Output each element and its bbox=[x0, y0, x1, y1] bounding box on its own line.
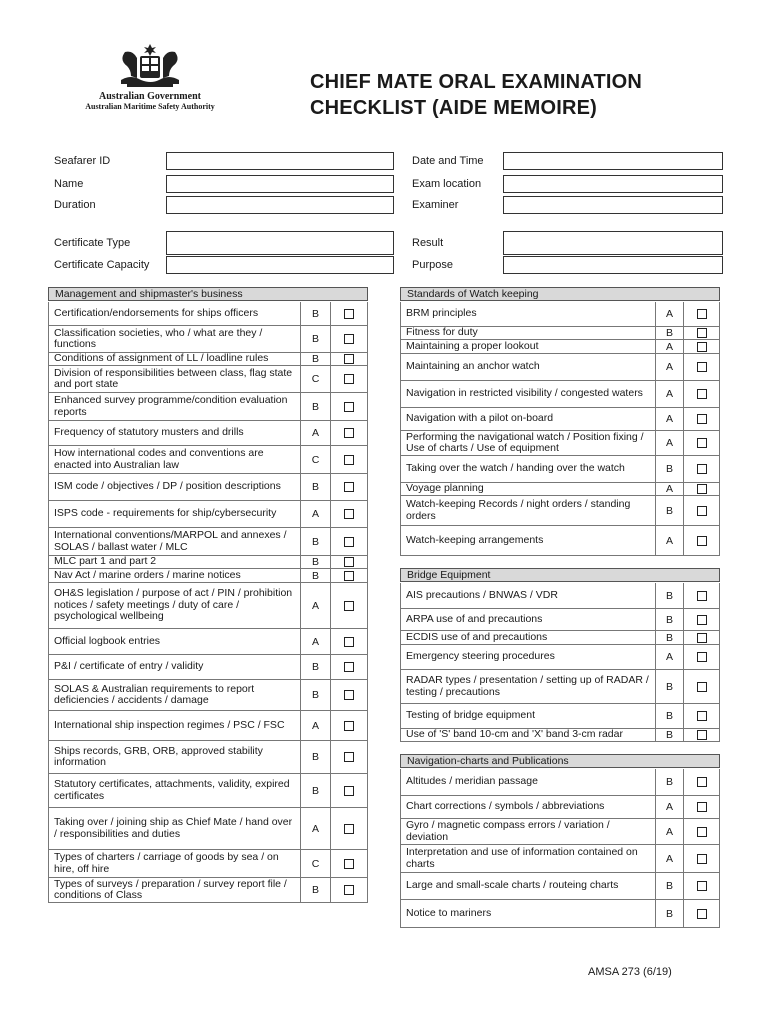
grade-label: A bbox=[656, 796, 684, 819]
grade-label: B bbox=[656, 583, 684, 609]
checkbox[interactable] bbox=[697, 484, 707, 494]
checklist-row bbox=[400, 769, 720, 796]
checkbox-cell bbox=[331, 741, 368, 774]
section-navigation-charts bbox=[400, 754, 720, 928]
checklist-row bbox=[48, 474, 368, 501]
checkbox-cell bbox=[684, 704, 720, 729]
checklist-row bbox=[48, 366, 368, 393]
name-label: Name bbox=[54, 178, 84, 190]
checkbox-cell bbox=[331, 474, 368, 501]
certificate-capacity-label: Certificate Capacity bbox=[54, 259, 150, 271]
topic-label: AIS precautions / BNWAS / VDR bbox=[400, 583, 656, 609]
checkbox[interactable] bbox=[697, 438, 707, 448]
grade-label: B bbox=[656, 769, 684, 796]
checkbox-cell bbox=[331, 393, 368, 421]
name-field[interactable] bbox=[166, 175, 394, 193]
grade-label: B bbox=[301, 474, 331, 501]
checkbox-cell bbox=[331, 655, 368, 680]
result-label: Result bbox=[412, 237, 444, 249]
grade-label: B bbox=[656, 631, 684, 645]
checkbox[interactable] bbox=[697, 652, 707, 662]
topic-label: P&I / certificate of entry / validity bbox=[48, 655, 301, 680]
grade-label: A bbox=[301, 583, 331, 629]
topic-label: Types of surveys / preparation / survey report file / conditions of Class bbox=[48, 878, 301, 903]
section-header: Management and shipmaster's business bbox=[48, 287, 368, 301]
grade-label: A bbox=[301, 629, 331, 655]
checkbox-cell bbox=[684, 769, 720, 796]
checklist-row bbox=[400, 609, 720, 631]
checklist-row bbox=[400, 729, 720, 742]
topic-label: Testing of bridge equipment bbox=[400, 704, 656, 729]
checkbox-cell bbox=[331, 366, 368, 393]
checkbox-cell bbox=[331, 556, 368, 569]
checkbox[interactable] bbox=[344, 557, 354, 567]
checklist-row bbox=[400, 583, 720, 609]
topic-label: Division of responsibilities between class, flag state and port state bbox=[48, 366, 301, 393]
checklist-row bbox=[48, 353, 368, 366]
checkbox[interactable] bbox=[697, 328, 707, 338]
checklist-row bbox=[48, 302, 368, 326]
checkbox[interactable] bbox=[344, 859, 354, 869]
grade-label: C bbox=[301, 446, 331, 474]
grade-label: A bbox=[301, 501, 331, 528]
checkbox-cell bbox=[684, 302, 720, 327]
checklist-row bbox=[400, 483, 720, 496]
topic-label: Gyro / magnetic compass errors / variation / deviation bbox=[400, 819, 656, 845]
topic-label: Watch-keeping arrangements bbox=[400, 526, 656, 556]
checklist-row bbox=[48, 808, 368, 850]
topic-label: Fitness for duty bbox=[400, 327, 656, 340]
grade-label: B bbox=[656, 729, 684, 742]
checkbox-cell bbox=[331, 421, 368, 446]
checklist-row bbox=[400, 431, 720, 456]
checkbox-cell bbox=[684, 729, 720, 742]
topic-label: Taking over / joining ship as Chief Mate / hand over / responsibilities and duties bbox=[48, 808, 301, 850]
topic-label: Use of 'S' band 10-cm and 'X' band 3-cm radar bbox=[400, 729, 656, 742]
grade-label: A bbox=[301, 711, 331, 741]
checklist-row bbox=[48, 501, 368, 528]
title-line-1: CHIEF MATE ORAL EXAMINATION bbox=[310, 71, 643, 93]
checkbox-cell bbox=[331, 501, 368, 528]
checkbox[interactable] bbox=[344, 662, 354, 672]
result-field[interactable] bbox=[503, 231, 723, 255]
grade-label: B bbox=[656, 327, 684, 340]
checklist-row bbox=[48, 556, 368, 569]
coat-of-arms-icon bbox=[115, 42, 185, 90]
grade-label: B bbox=[301, 680, 331, 711]
checklist-row bbox=[48, 421, 368, 446]
checkbox-cell bbox=[331, 569, 368, 583]
checklist-row bbox=[48, 446, 368, 474]
checklist-row bbox=[400, 354, 720, 381]
grade-label: B bbox=[656, 704, 684, 729]
grade-label: A bbox=[656, 431, 684, 456]
checkbox[interactable] bbox=[697, 389, 707, 399]
checkbox-cell bbox=[331, 583, 368, 629]
checkbox[interactable] bbox=[344, 885, 354, 895]
checklist-row bbox=[48, 850, 368, 878]
checkbox-cell bbox=[331, 711, 368, 741]
checklist-row bbox=[48, 774, 368, 808]
grade-label: B bbox=[301, 326, 331, 353]
topic-label: Navigation with a pilot on-board bbox=[400, 408, 656, 431]
checkbox[interactable] bbox=[344, 455, 354, 465]
topic-label: SOLAS & Australian requirements to report deficiencies / accidents / damage bbox=[48, 680, 301, 711]
checklist-row bbox=[400, 631, 720, 645]
checkbox[interactable] bbox=[344, 509, 354, 519]
checkbox-cell bbox=[331, 326, 368, 353]
checklist-row bbox=[400, 645, 720, 670]
checkbox[interactable] bbox=[344, 786, 354, 796]
page-title bbox=[310, 69, 642, 121]
topic-label: Interpretation and use of information contained on charts bbox=[400, 845, 656, 873]
topic-label: Ships records, GRB, ORB, approved stability information bbox=[48, 741, 301, 774]
checkbox-cell bbox=[684, 796, 720, 819]
checklist-row bbox=[400, 704, 720, 729]
checklist-row bbox=[48, 583, 368, 629]
grade-label: A bbox=[656, 408, 684, 431]
topic-label: Classification societies, who / what are they / functions bbox=[48, 326, 301, 353]
checklist-row bbox=[48, 741, 368, 774]
topic-label: Large and small-scale charts / routeing charts bbox=[400, 873, 656, 900]
section-watchkeeping bbox=[400, 287, 720, 556]
grade-label: B bbox=[656, 609, 684, 631]
topic-label: BRM principles bbox=[400, 302, 656, 327]
seafarer-id-label: Seafarer ID bbox=[54, 155, 111, 167]
checklist-row bbox=[400, 340, 720, 354]
certificate-type-label: Certificate Type bbox=[54, 237, 131, 249]
checkbox-cell bbox=[684, 340, 720, 354]
checkbox-cell bbox=[684, 381, 720, 408]
examiner-field[interactable] bbox=[503, 196, 723, 214]
checkbox-cell bbox=[684, 431, 720, 456]
purpose-label: Purpose bbox=[412, 259, 453, 271]
topic-label: OH&S legislation / purpose of act / PIN / prohibition notices / safety meetings / duty of care / psychological wellbeing bbox=[48, 583, 301, 629]
checkbox[interactable] bbox=[344, 571, 354, 581]
checkbox-cell bbox=[331, 629, 368, 655]
checkbox[interactable] bbox=[697, 414, 707, 424]
exam-location-field[interactable] bbox=[503, 175, 723, 193]
grade-label: B bbox=[301, 393, 331, 421]
checkbox[interactable] bbox=[344, 482, 354, 492]
grade-label: A bbox=[656, 340, 684, 354]
topic-label: Voyage planning bbox=[400, 483, 656, 496]
checkbox[interactable] bbox=[344, 402, 354, 412]
grade-label: A bbox=[656, 381, 684, 408]
checkbox[interactable] bbox=[697, 633, 707, 643]
section-bridge-equipment bbox=[400, 568, 720, 742]
grade-label: B bbox=[656, 670, 684, 704]
checkbox-cell bbox=[684, 631, 720, 645]
seafarer-id-field[interactable] bbox=[166, 152, 394, 170]
checkbox[interactable] bbox=[697, 342, 707, 352]
topic-label: Frequency of statutory musters and drills bbox=[48, 421, 301, 446]
grade-label: A bbox=[301, 808, 331, 850]
checkbox[interactable] bbox=[697, 730, 707, 740]
topic-label: Taking over the watch / handing over the watch bbox=[400, 456, 656, 483]
checkbox[interactable] bbox=[697, 777, 707, 787]
topic-label: Notice to mariners bbox=[400, 900, 656, 928]
grade-label: B bbox=[301, 878, 331, 903]
grade-label: B bbox=[301, 741, 331, 774]
checkbox-cell bbox=[684, 456, 720, 483]
checkbox[interactable] bbox=[697, 591, 707, 601]
checkbox-cell bbox=[331, 680, 368, 711]
checkbox[interactable] bbox=[344, 824, 354, 834]
checklist-row bbox=[400, 302, 720, 327]
authority-name: Australian Maritime Safety Authority bbox=[85, 102, 215, 111]
checkbox-cell bbox=[331, 446, 368, 474]
topic-label: ECDIS use of and precautions bbox=[400, 631, 656, 645]
topic-label: MLC part 1 and part 2 bbox=[48, 556, 301, 569]
checkbox[interactable] bbox=[697, 682, 707, 692]
topic-label: Nav Act / marine orders / marine notices bbox=[48, 569, 301, 583]
date-time-field[interactable] bbox=[503, 152, 723, 170]
grade-label: B bbox=[301, 569, 331, 583]
topic-label: How international codes and conventions are enacted into Australian law bbox=[48, 446, 301, 474]
checkbox[interactable] bbox=[344, 309, 354, 319]
checklist-row bbox=[400, 670, 720, 704]
checklist-row bbox=[400, 456, 720, 483]
checklist-row bbox=[400, 496, 720, 526]
grade-label: A bbox=[656, 483, 684, 496]
grade-label: B bbox=[656, 496, 684, 526]
examiner-label: Examiner bbox=[412, 199, 459, 211]
checkbox[interactable] bbox=[344, 428, 354, 438]
section-header: Navigation-charts and Publications bbox=[400, 754, 720, 768]
section-header: Bridge Equipment bbox=[400, 568, 720, 582]
checkbox-cell bbox=[331, 808, 368, 850]
checkbox-cell bbox=[684, 670, 720, 704]
checkbox[interactable] bbox=[697, 362, 707, 372]
checklist-row bbox=[48, 680, 368, 711]
grade-label: A bbox=[656, 819, 684, 845]
duration-field[interactable] bbox=[166, 196, 394, 214]
checklist-row bbox=[48, 528, 368, 556]
topic-label: Enhanced survey programme/condition evaluation reports bbox=[48, 393, 301, 421]
checklist-row bbox=[48, 711, 368, 741]
checkbox-cell bbox=[684, 845, 720, 873]
government-name: Australian Government bbox=[99, 91, 201, 102]
duration-label: Duration bbox=[54, 199, 96, 211]
grade-label: B bbox=[301, 774, 331, 808]
topic-label: Navigation in restricted visibility / congested waters bbox=[400, 381, 656, 408]
topic-label: International conventions/MARPOL and annexes / SOLAS / ballast water / MLC bbox=[48, 528, 301, 556]
checkbox[interactable] bbox=[344, 690, 354, 700]
topic-label: Chart corrections / symbols / abbreviations bbox=[400, 796, 656, 819]
topic-label: Altitudes / meridian passage bbox=[400, 769, 656, 796]
grade-label: B bbox=[301, 556, 331, 569]
australian-government-logo bbox=[80, 42, 220, 120]
section-management bbox=[48, 287, 368, 903]
checklist-row bbox=[48, 569, 368, 583]
checkbox-cell bbox=[684, 327, 720, 340]
checkbox[interactable] bbox=[697, 827, 707, 837]
checkbox[interactable] bbox=[344, 721, 354, 731]
checkbox[interactable] bbox=[344, 637, 354, 647]
checkbox[interactable] bbox=[344, 334, 354, 344]
topic-label: Types of charters / carriage of goods by sea / on hire, off hire bbox=[48, 850, 301, 878]
checklist-row bbox=[48, 629, 368, 655]
checklist-row bbox=[400, 526, 720, 556]
checkbox-cell bbox=[684, 483, 720, 496]
date-time-label: Date and Time bbox=[412, 155, 484, 167]
topic-label: Certification/endorsements for ships officers bbox=[48, 302, 301, 326]
form-code: AMSA 273 (6/19) bbox=[588, 966, 672, 978]
section-header: Standards of Watch keeping bbox=[400, 287, 720, 301]
checkbox-cell bbox=[684, 496, 720, 526]
checkbox-cell bbox=[331, 878, 368, 903]
grade-label: B bbox=[301, 353, 331, 366]
grade-label: A bbox=[301, 421, 331, 446]
grade-label: C bbox=[301, 850, 331, 878]
checkbox[interactable] bbox=[344, 354, 354, 364]
checklist-row bbox=[48, 326, 368, 353]
topic-label: Official logbook entries bbox=[48, 629, 301, 655]
topic-label: ARPA use of and precautions bbox=[400, 609, 656, 631]
exam-location-label: Exam location bbox=[412, 178, 482, 190]
checkbox[interactable] bbox=[697, 909, 707, 919]
topic-label: Maintaining an anchor watch bbox=[400, 354, 656, 381]
checkbox[interactable] bbox=[697, 615, 707, 625]
checkbox[interactable] bbox=[697, 802, 707, 812]
checkbox-cell bbox=[684, 645, 720, 670]
checklist-row bbox=[400, 796, 720, 819]
topic-label: ISPS code - requirements for ship/cybersecurity bbox=[48, 501, 301, 528]
grade-label: A bbox=[656, 302, 684, 327]
certificate-type-field[interactable] bbox=[166, 231, 394, 255]
topic-label: ISM code / objectives / DP / position descriptions bbox=[48, 474, 301, 501]
checkbox-cell bbox=[331, 850, 368, 878]
checkbox[interactable] bbox=[344, 752, 354, 762]
topic-label: Maintaining a proper lookout bbox=[400, 340, 656, 354]
grade-label: A bbox=[656, 645, 684, 670]
grade-label: B bbox=[301, 528, 331, 556]
purpose-field[interactable] bbox=[503, 256, 723, 274]
topic-label: Conditions of assignment of LL / loadline rules bbox=[48, 353, 301, 366]
checkbox-cell bbox=[684, 526, 720, 556]
grade-label: B bbox=[301, 655, 331, 680]
checkbox[interactable] bbox=[697, 854, 707, 864]
topic-label: Statutory certificates, attachments, validity, expired certificates bbox=[48, 774, 301, 808]
topic-label: Performing the navigational watch / Position fixing / Use of charts / Use of equipment bbox=[400, 431, 656, 456]
checkbox-cell bbox=[684, 900, 720, 928]
grade-label: A bbox=[656, 354, 684, 381]
checkbox-cell bbox=[331, 774, 368, 808]
topic-label: Watch-keeping Records / night orders / standing orders bbox=[400, 496, 656, 526]
checkbox-cell bbox=[684, 408, 720, 431]
checkbox-cell bbox=[684, 583, 720, 609]
checklist-row bbox=[48, 393, 368, 421]
checkbox[interactable] bbox=[344, 374, 354, 384]
checklist-row bbox=[48, 655, 368, 680]
checkbox-cell bbox=[684, 819, 720, 845]
grade-label: A bbox=[656, 845, 684, 873]
checklist-row bbox=[400, 327, 720, 340]
grade-label: B bbox=[301, 302, 331, 326]
checklist-row bbox=[400, 873, 720, 900]
grade-label: A bbox=[656, 526, 684, 556]
checkbox-cell bbox=[684, 354, 720, 381]
checkbox-cell bbox=[684, 609, 720, 631]
checklist-row bbox=[400, 900, 720, 928]
title-line-2: CHECKLIST (AIDE MEMOIRE) bbox=[310, 97, 598, 119]
checkbox-cell bbox=[331, 353, 368, 366]
checkbox-cell bbox=[684, 873, 720, 900]
checklist-row bbox=[400, 381, 720, 408]
checkbox[interactable] bbox=[697, 536, 707, 546]
grade-label: B bbox=[656, 900, 684, 928]
certificate-capacity-field[interactable] bbox=[166, 256, 394, 274]
topic-label: Emergency steering procedures bbox=[400, 645, 656, 670]
checkbox-cell bbox=[331, 528, 368, 556]
checklist-row bbox=[400, 408, 720, 431]
checkbox[interactable] bbox=[697, 506, 707, 516]
checkbox[interactable] bbox=[697, 464, 707, 474]
checklist-row bbox=[400, 819, 720, 845]
grade-label: B bbox=[656, 456, 684, 483]
grade-label: C bbox=[301, 366, 331, 393]
checkbox[interactable] bbox=[697, 711, 707, 721]
checklist-row bbox=[400, 845, 720, 873]
checkbox[interactable] bbox=[697, 309, 707, 319]
checkbox[interactable] bbox=[697, 881, 707, 891]
checkbox[interactable] bbox=[344, 601, 354, 611]
checkbox-cell bbox=[331, 302, 368, 326]
topic-label: RADAR types / presentation / setting up of RADAR / testing / precautions bbox=[400, 670, 656, 704]
grade-label: B bbox=[656, 873, 684, 900]
checkbox[interactable] bbox=[344, 537, 354, 547]
topic-label: International ship inspection regimes / PSC / FSC bbox=[48, 711, 301, 741]
checklist-row bbox=[48, 878, 368, 903]
